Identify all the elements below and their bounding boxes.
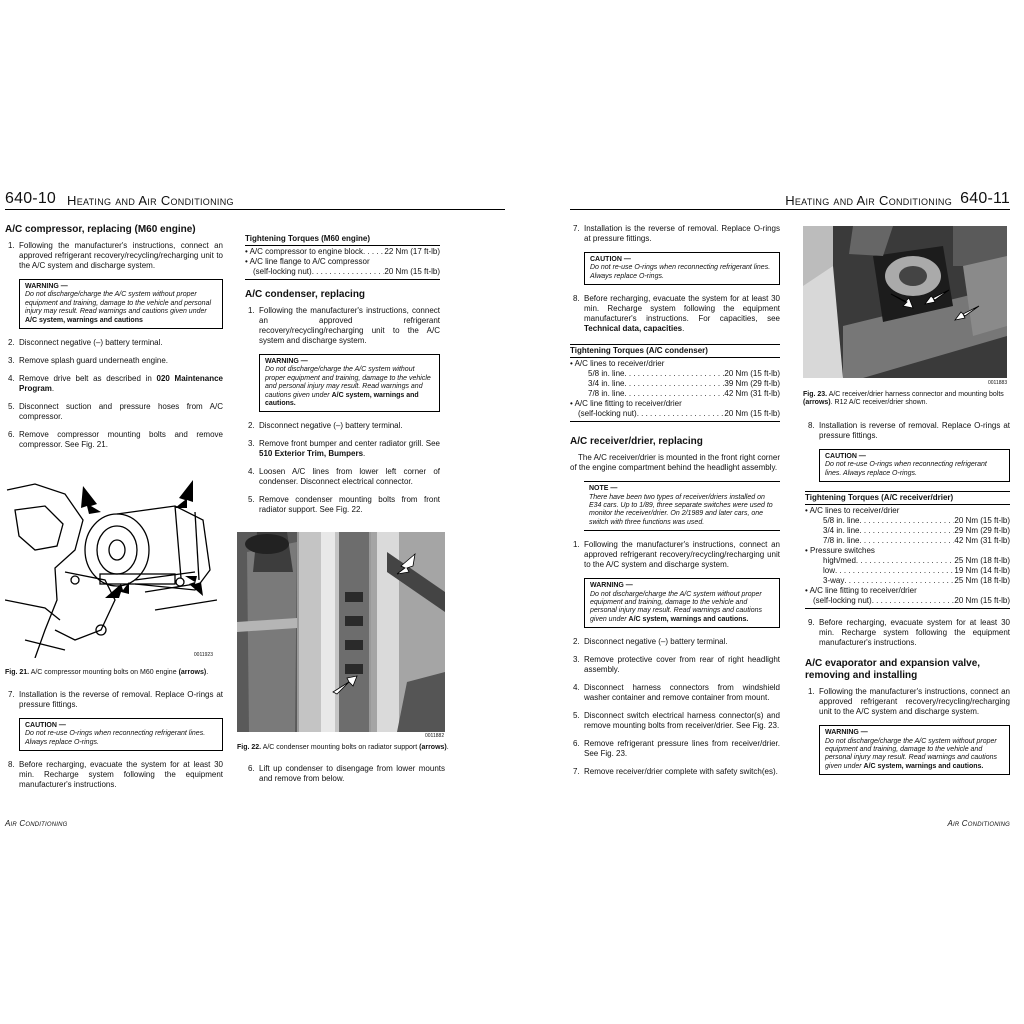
torque-row: • A/C line fitting to receiver/drier [570, 399, 682, 409]
step-7: 7. Installation is the reverse of removal. Replace O-rings at pressure fittings. [8, 690, 223, 709]
step-7b: 7. Remove receiver/drier complete with safety switch(es). [573, 767, 778, 777]
fig-21-caption: Fig. 21. A/C compressor mounting bolts on M60 engine (arrows). [5, 669, 209, 676]
right-page [570, 188, 1010, 838]
note-box: NOTE — There have been two types of receiver/driers installed on E34 cars. Up to 1/89, three separate switches were used to monitor the receiver/drier. On 2/1989 and later cars, one switch with three functions was used. [584, 481, 780, 531]
step-1: 1. Following the manufacturer's instructions, connect an approved refrigerant recovery/recycling/recharging unit to the A/C system and discharge system. [8, 241, 223, 270]
step-6: 6. Remove compressor mounting bolts and remove compressor. See Fig. 21. [8, 430, 223, 450]
step-8: 8. Before recharging, evacuate the system for at least 30 min. Recharge system following the equipment manufacturer's instructions. For capacities, see Technical data, capacities. [573, 294, 780, 334]
torque-row: • A/C compressor to engine block . . . 22 Nm (17 ft-lb) [245, 247, 440, 257]
fig-22-condenser-photo [237, 532, 445, 732]
fig-22-id: 0011882 [425, 733, 445, 739]
fig-23-receiver-drier-photo [803, 226, 1007, 378]
fig-21-compressor-drawing [5, 480, 217, 658]
torque-row: 3/4 in. line . . . 29 Nm (29 ft-lb) [805, 526, 1010, 536]
step-2: 2. Disconnect negative (–) battery terminal. [8, 338, 163, 348]
right-column-1 [570, 224, 780, 785]
step-4: 4. Disconnect harness connectors from windshield washer container and remove container from mount. [573, 683, 780, 703]
caution-box: CAUTION — Do not re-use O-rings when reconnecting refrigerant lines. Always replace O-rings. [584, 252, 780, 285]
step-6: 6. Lift up condenser to disengage from lower mounts and remove from below. [248, 764, 445, 783]
step-3: 3. Remove protective cover from rear of right headlight assembly. [573, 655, 780, 675]
torque-row: • A/C line fitting to receiver/drier [805, 586, 917, 596]
left-header-rule [5, 209, 505, 210]
step-3: 3. Remove splash guard underneath engine. [8, 356, 168, 366]
step-5: 5. Remove condenser mounting bolts from front radiator support. See Fig. 22. [248, 495, 440, 515]
left-column-1 [5, 224, 223, 458]
caution-box: CAUTION — Do not re-use O-rings when reconnecting refrigerant lines. Always replace O-rings. [819, 449, 1010, 482]
left-page-footer: Air Conditioning [5, 819, 68, 828]
torque-row: low . . . 19 Nm (14 ft-lb) [805, 566, 1010, 576]
section-heading-evaporator: A/C evaporator and expansion valve, removing and installing [805, 658, 981, 682]
step-3: 3. Remove front bumper and center radiator grill. See 510 Exterior Trim, Bumpers. [248, 439, 440, 459]
torque-row: 7/8 in. line . . . 42 Nm (31 ft-lb) [805, 536, 1010, 546]
step-2: 2. Disconnect negative (–) battery terminal. [573, 637, 728, 647]
torque-row: 5/8 in. line . . . 20 Nm (15 ft-lb) [570, 369, 780, 379]
torque-row: high/med . . . 25 Nm (18 ft-lb) [805, 556, 1010, 566]
step-6: 6. Remove refrigerant pressure lines from receiver/drier. See Fig. 23. [573, 739, 780, 759]
fig-21-id: 0011923 [193, 652, 213, 658]
fig-22-caption: Fig. 22. A/C condenser mounting bolts on radiator support (arrows). [237, 744, 449, 751]
fig-23-id: 0011883 [988, 380, 1008, 386]
left-page-number: 640-10 [5, 190, 57, 207]
left-column-2 [245, 234, 440, 523]
right-page-footer: Air Conditioning [947, 819, 1010, 828]
right-header-rule [570, 209, 1010, 210]
right-column-2 [805, 421, 1010, 784]
torque-row: (self-locking nut) . . . 20 Nm (15 ft-lb) [805, 596, 1010, 606]
step-1: 1. Following the manufacturer's instructions, connect an approved refrigerant recovery/recycling/recharging unit to the A/C system and discharge system. [573, 540, 780, 570]
torque-table-condenser: Tightening Torques (A/C condenser) • A/C lines to receiver/drier 5/8 in. line . . . 20 Nm (15 ft-lb) 3/4 in. line . . . 39 Nm (29 ft-lb) 7/8 in. line . . . 42 Nm (31 ft-lb) • A/C line fitting to receiver/drier (self-locking nut) . . . 20 Nm (15 ft-lb) [570, 344, 780, 422]
torque-row: 3/4 in. line . . . 39 Nm (29 ft-lb) [570, 379, 780, 389]
section-heading-receiver-drier: A/C receiver/drier, replacing [570, 436, 703, 448]
torque-row: (self-locking nut) . . . 20 Nm (15 ft-lb) [570, 409, 780, 419]
section-heading-condenser: A/C condenser, replacing [245, 289, 366, 300]
torque-row: 5/8 in. line . . . 20 Nm (15 ft-lb) [805, 516, 1010, 526]
receiver-drier-photo-illustration [803, 226, 1007, 378]
torque-row: (self-locking nut) . . . 20 Nm (15 ft-lb) [245, 267, 440, 277]
torque-row: 7/8 in. line . . . 42 Nm (31 ft-lb) [570, 389, 780, 399]
torque-table-receiver-drier: Tightening Torques (A/C receiver/drier) • A/C lines to receiver/drier 5/8 in. line . . . 20 Nm (15 ft-lb) 3/4 in. line . . . 29 Nm (29 ft-lb) 7/8 in. line . . . 42 Nm (31 ft-lb) • Pressure switches high/med . . . 25 Nm (18 ft-lb) low . . . 19 Nm (14 ft-lb) 3-way . . . 25 Nm (18 ft-lb) • A/C line fitting to receiver/drier (self-locking nut) . . . 20 Nm (15 ft-lb) [805, 491, 1010, 609]
step-5: 5. Disconnect switch electrical harness connector(s) and remove mounting bolts from receiver/drier. See Fig. 23. [573, 711, 780, 731]
left-column-1-bottom [5, 690, 223, 798]
torque-row: • A/C lines to receiver/drier [570, 359, 665, 369]
section-heading-compressor: A/C compressor, replacing (M60 engine) [5, 224, 196, 235]
warning-box: WARNING — Do not discharge/charge the A/C system without proper equipment and training, damage to the vehicle and personal injury may result. Read warnings and cautions given under A/C system, warnings and cautions. [259, 354, 440, 412]
step-1: 1. Following the manufacturer's instructions, connect an approved refrigerant recovery/recycling/recharging unit to the A/C system and discharge system. [808, 687, 1010, 717]
step-7: 7. Installation is the reverse of removal. Replace O-rings at pressure fittings. [573, 224, 780, 243]
step-5: 5. Disconnect suction and pressure hoses from A/C compressor. [8, 402, 223, 422]
torque-row: • A/C line flange to A/C compressor [245, 257, 370, 266]
step-2: 2. Disconnect negative (–) battery terminal. [248, 421, 403, 431]
step-8: 8. Before recharging, evacuate the system for at least 30 min. Recharge system following the equipment manufacturer's instructions. [8, 760, 223, 790]
compressor-line-drawing [5, 480, 217, 658]
step-8: 8. Installation is reverse of removal. Replace O-rings at pressure fittings. [808, 421, 1010, 440]
warning-box: WARNING — Do not discharge/charge the A/C system without proper equipment and training, damage to the vehicle and personal injury may result. Read warnings and cautions given under A/C system, warnings and cautions [19, 279, 223, 329]
left-page-title: Heating and Air Conditioning [67, 193, 234, 208]
left-page [5, 188, 505, 838]
intro-paragraph: The A/C receiver/drier is mounted in the front right corner of the engine compartment behind the headlight assembly. [570, 453, 780, 473]
right-page-title: Heating and Air Conditioning [785, 193, 952, 208]
warning-box: WARNING — Do not discharge/charge the A/C system without proper equipment and training, damage to the vehicle and personal injury may result. Read warnings and cautions given under A/C system, warnings and cautions. [819, 725, 1010, 775]
step-4: 4. Remove drive belt as described in 020 Maintenance Program. [8, 374, 223, 394]
right-page-header [570, 188, 1010, 214]
left-page-header [5, 188, 505, 214]
caution-box: CAUTION — Do not re-use O-rings when reconnecting refrigerant lines. Always replace O-rings. [19, 718, 223, 751]
left-column-2-bottom [245, 764, 445, 792]
torque-row: 3-way . . . 25 Nm (18 ft-lb) [805, 576, 1010, 586]
torque-row: • Pressure switches [805, 546, 875, 556]
right-page-number: 640-11 [960, 190, 1010, 207]
warning-box: WARNING — Do not discharge/charge the A/C system without proper equipment and training, damage to the vehicle and personal injury may result. Read warnings and cautions given under A/C system, warnings and cautions. [584, 578, 780, 628]
step-4: 4. Loosen A/C lines from lower left corner of condenser. Disconnect electrical connector. [248, 467, 440, 487]
condenser-photo-illustration [237, 532, 445, 732]
fig-23-caption: Fig. 23. A/C receiver/drier harness connector and mounting bolts (arrows). R12 A/C receiver/drier shown. [803, 391, 1004, 406]
torque-table-m60: Tightening Torques (M60 engine) • A/C compressor to engine block . . . 22 Nm (17 ft-lb) • A/C line flange to A/C compressor (self-locking nut) . . . 20 Nm (15 ft-lb) [245, 234, 440, 280]
step-9: 9. Before recharging, evacuate system for at least 30 min. Recharge system following the equipment manufacturer's instructions. [808, 618, 1010, 648]
step-1: 1. Following the manufacturer's instructions, connect an approved refrigerant recovery/recycling/recharging unit to the A/C system and discharge system. [248, 306, 440, 345]
torque-row: • A/C lines to receiver/drier [805, 506, 900, 516]
